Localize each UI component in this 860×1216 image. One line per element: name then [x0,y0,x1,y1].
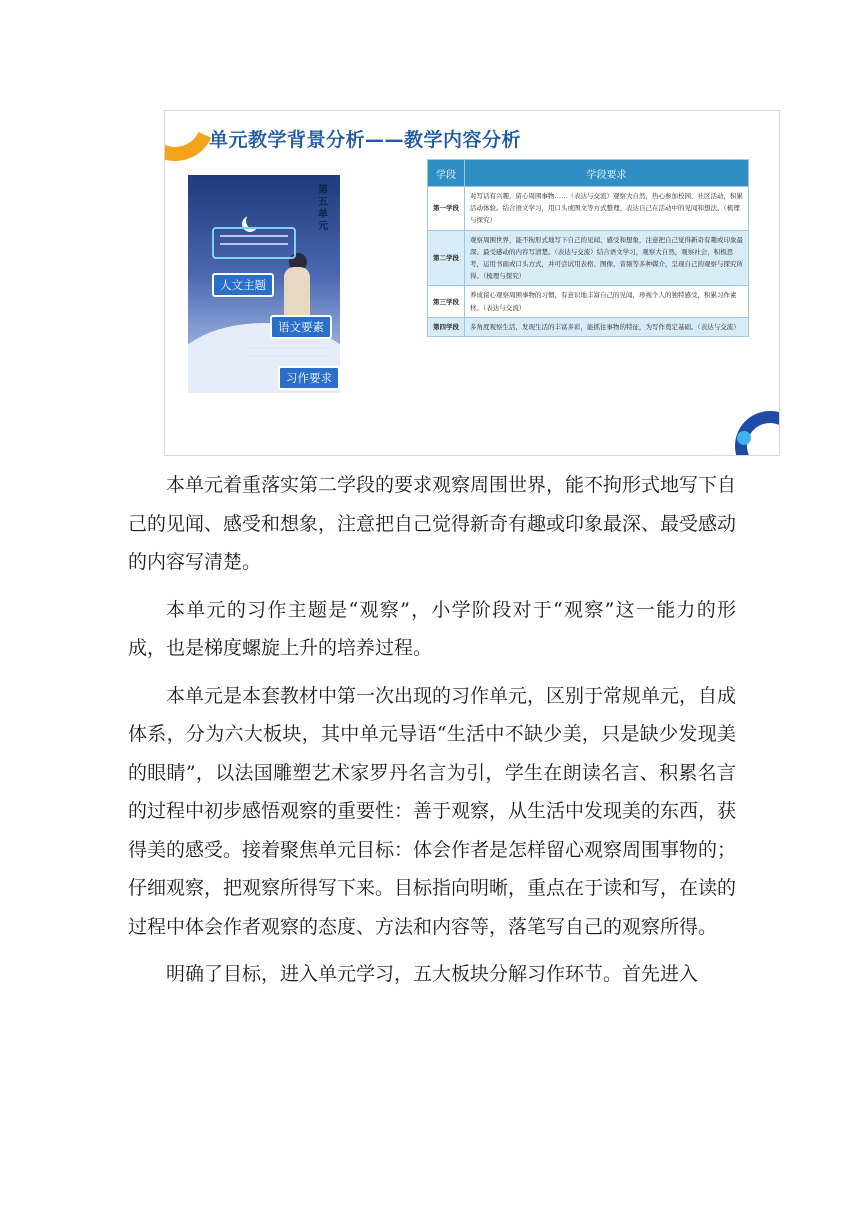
cover-title-char: 单 [318,209,328,220]
cover-title-char: 元 [318,221,328,232]
paragraph: 本单元的习作主题是“观察”，小学阶段对于“观察”这一能力的形成，也是梯度螺旋上升的培养过程。 [128,598,736,659]
slide-title: 单元教学背景分析——教学内容分析 [209,129,522,151]
table-row [428,230,749,286]
stage-cell: 第一学段 [428,187,465,231]
table-row [428,187,749,231]
requirement-cell: 对写话有兴趣，留心周围事物……（表达与交流）观察大自然，热心参加校园、社区活动，积累活动体验。结合语文学习，用口头或图文等方式整理、表达自己在活动中的见闻和想法。（梳理与探究） [465,187,749,231]
requirement-cell: 养成留心观察周围事物的习惯，有意识地丰富自己的见闻，珍视个人的独特感受，积累习作素材。（表达与交流） [465,286,749,317]
textbook-cover [188,175,340,393]
cover-title-char: 第 [318,185,328,196]
cover-title-char: 五 [318,197,328,208]
paragraph: 明确了目标，进入单元学习，五大板块分解习作环节。首先进入 [166,963,699,985]
paragraph: 本单元是本套教材中第一次出现的习作单元，区别于常规单元，自成体系，分为六大板块，其中单元导语“生活中不缺少美，只是缺少发现美的眼睛”，以法国雕塑艺术家罗丹名言为引，学生在朗读名言、积累名言的过程中初步感悟观察的重要性：善于观察，从生活中发现美的东西，获得美的感受。接着聚焦单元目标：体会作者是怎样留心观察周围事物的；仔细观察，把观察所得写下来。目标指向明晰，重点在于读和写，在读的过程中体会作者观察的态度、方法和内容等，落笔写自己的观察所得。 [128,684,737,938]
writing-line [248,355,330,357]
stage-cell: 第三学段 [428,286,465,317]
requirement-cell: 多角度观察生活，发现生活的丰富多彩，能抓住事物的特征，为写作奠定基础。（表达与交流） [465,317,749,336]
table-row [428,286,749,317]
requirement-cell: 观察周围世界，能不拘形式地写下自己的见闻、感受和想象，注意把自己觉得新奇有趣或印象最深、最受感动的内容写清楚。（表达与交流）结合语文学习，观察大自然，观察社会，积极思考，运用书面或口头方式，并可尝试用表格、图像、音频等多种媒介，呈现自己的观察与探究所得。（梳理与探究） [465,230,749,286]
paragraph: 本单元着重落实第二学段的要求观察周围世界，能不拘形式地写下自己的见闻、感受和想象，注意把自己觉得新奇有趣或印象最深、最受感动的内容写清楚。 [128,474,737,573]
stage-requirements-table [427,159,749,337]
writing-line [248,347,330,349]
stage-cell: 第四学段 [428,317,465,336]
chinese-elements-tag: 语文要素 [270,315,332,339]
table-header-row [428,160,749,187]
quote-callout-box [212,227,296,259]
cover-vertical-title [316,185,330,233]
body-text [128,466,736,1003]
table-row [428,317,749,336]
writing-requirements-tag: 习作要求 [278,366,340,390]
slide-image [164,110,780,456]
humanities-theme-tag: 人文主题 [212,273,274,297]
table-header-requirements: 学段要求 [465,160,749,187]
table-header-stage: 学段 [428,160,465,187]
cyan-dot-decoration [737,431,751,445]
stage-cell: 第二学段 [428,230,465,286]
